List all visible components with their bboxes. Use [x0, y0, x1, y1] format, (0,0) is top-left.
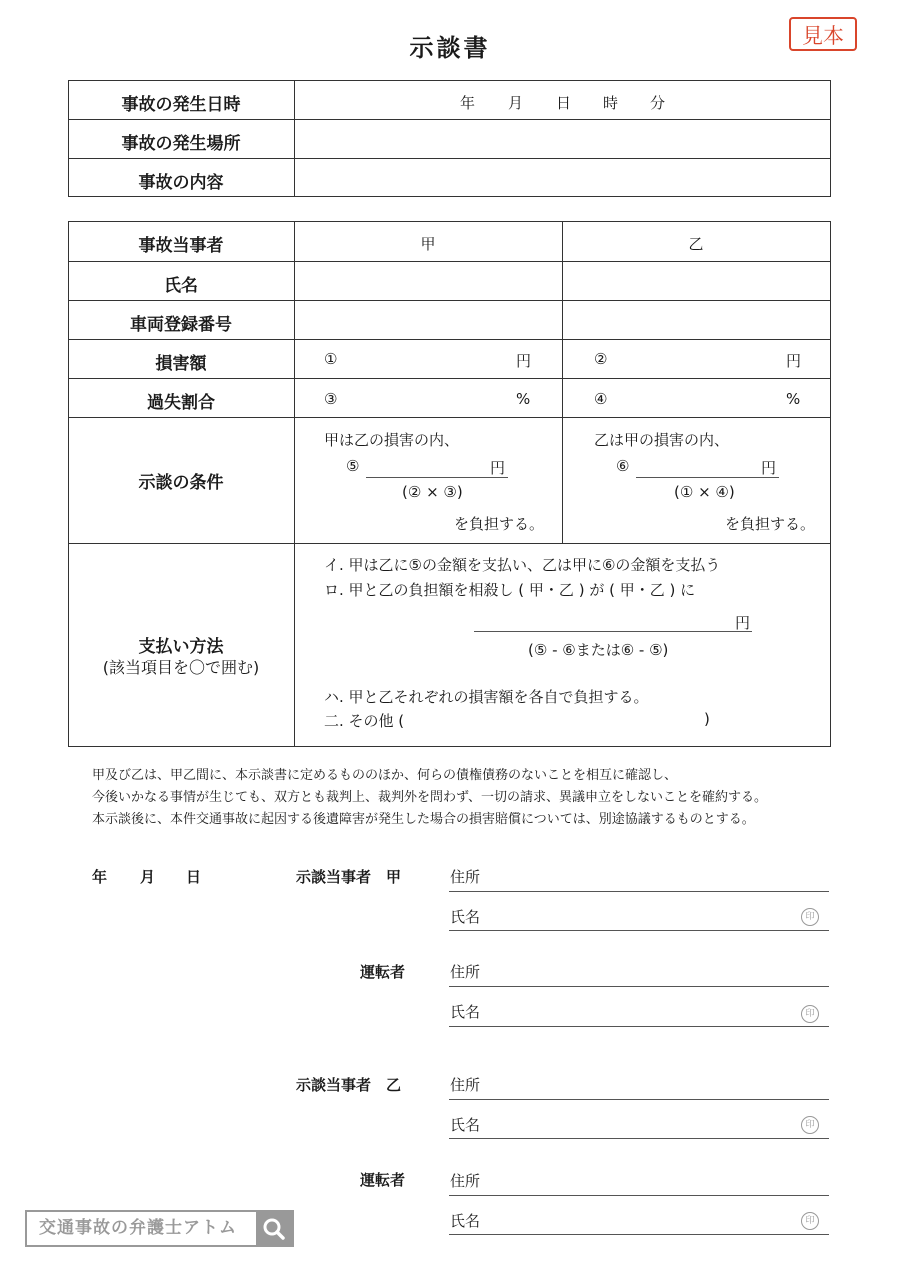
payment-sublabel: (該当項目を〇で囲む) [102, 658, 260, 677]
condition-a-bear: を負担する。 [454, 515, 545, 533]
payment-option-i: イ. 甲は乙に⑤の金額を支払い、乙は甲に⑥の金額を支払う [324, 556, 721, 574]
party-a-address-label: 住所 [450, 868, 481, 886]
condition-a-number: ⑤ [346, 457, 360, 475]
date-unit-minute: 分 [650, 94, 666, 112]
party-b-driver-seal: 印 [801, 1212, 819, 1230]
fault-ratio-label: 過失割合 [147, 393, 215, 413]
name-label: 氏名 [164, 276, 198, 296]
condition-a-intro: 甲は乙の損害の内、 [324, 431, 460, 449]
payment-option-ni-close: ) [704, 710, 710, 728]
divider [294, 221, 295, 747]
payment-option-ha: ハ. 甲と乙それぞれの損害額を各自で負担する。 [324, 688, 649, 706]
clause-line: 本示談後に、本件交通事故に起因する後遺障害が発生した場合の損害賠償については、別途協議するものとする。 [92, 812, 755, 827]
date-unit-day: 日 [556, 94, 572, 112]
party-b-name-label: 氏名 [450, 1116, 481, 1134]
party-b-address-line[interactable] [449, 1099, 829, 1100]
condition-b-yen: 円 [761, 459, 777, 477]
brand-search-box[interactable] [25, 1210, 294, 1247]
accident-date-label: 事故の発生日時 [121, 95, 241, 115]
fault-a-unit: % [516, 390, 531, 408]
payment-option-ro: ロ. 甲と乙の負担額を相殺し ( 甲・乙 ) が ( 甲・乙 ) に [324, 581, 696, 599]
party-a-name-label: 氏名 [450, 908, 481, 926]
fault-b-number: ④ [594, 390, 608, 408]
clause-line: 今後いかなる事情が生じても、双方とも裁判上、裁判外を問わず、一切の請求、異議申立をしないことを確約する。 [92, 790, 767, 805]
clause-text [92, 765, 767, 831]
party-b-driver-name-line[interactable] [449, 1234, 829, 1235]
party-b-header: 乙 [688, 235, 704, 253]
search-icon [256, 1212, 292, 1245]
condition-a-line [366, 477, 508, 478]
condition-b-number: ⑥ [616, 457, 630, 475]
condition-b-bear: を負担する。 [725, 515, 816, 533]
payment-option-ni: 二. その他 ( [324, 712, 405, 730]
payment-formula: (⑤ - ⑥または⑥ - ⑤) [528, 641, 669, 659]
accident-place-label: 事故の発生場所 [121, 134, 241, 154]
divider [68, 119, 831, 120]
condition-b-formula: (① × ④) [674, 483, 735, 501]
party-a-header: 甲 [420, 235, 436, 253]
payment-amount-line [474, 631, 752, 632]
party-b-driver-label: 運転者 [360, 1171, 406, 1189]
party-b-name-line[interactable] [449, 1138, 829, 1139]
clause-line: 甲及び乙は、甲乙間に、本示談書に定めるもののほか、何らの債権債務のないことを相互に確認し、 [92, 768, 678, 783]
divider [294, 80, 295, 197]
sample-stamp: 見本 [789, 17, 857, 51]
brand-text: 交通事故の弁護士アトム [39, 1218, 237, 1238]
date-unit-hour: 時 [603, 94, 619, 112]
date-unit-year: 年 [460, 94, 476, 112]
divider [68, 339, 831, 340]
accident-content-label: 事故の内容 [138, 173, 224, 193]
parties-label: 事故当事者 [138, 236, 224, 256]
condition-a-yen: 円 [490, 459, 506, 477]
fault-a-number: ③ [324, 390, 338, 408]
divider [68, 261, 831, 262]
party-b-driver-address-label: 住所 [450, 1172, 481, 1190]
damage-label: 損害額 [155, 354, 207, 374]
damage-a-number: ① [324, 350, 338, 368]
divider [68, 158, 831, 159]
signature-month: 月 [140, 868, 156, 886]
party-a-address-line[interactable] [449, 891, 829, 892]
divider [68, 378, 831, 379]
party-a-driver-seal: 印 [801, 1005, 819, 1023]
conditions-label: 示談の条件 [138, 473, 224, 493]
party-a-driver-label: 運転者 [360, 963, 406, 981]
signature-year: 年 [92, 868, 108, 886]
party-a-driver-name-label: 氏名 [450, 1003, 481, 1021]
party-a-driver-name-line[interactable] [449, 1026, 829, 1027]
date-unit-month: 月 [508, 94, 524, 112]
party-a-driver-address-line[interactable] [449, 986, 829, 987]
divider [68, 300, 831, 301]
party-a-signer-label: 示談当事者 甲 [296, 868, 402, 886]
damage-a-unit: 円 [516, 352, 532, 370]
condition-a-formula: (② × ③) [402, 483, 463, 501]
signature-day: 日 [186, 868, 202, 886]
payment-yen: 円 [735, 614, 751, 632]
damage-b-number: ② [594, 350, 608, 368]
party-b-signer-label: 示談当事者 乙 [296, 1076, 402, 1094]
party-a-seal: 印 [801, 908, 819, 926]
fault-b-unit: % [786, 390, 801, 408]
damage-b-unit: 円 [786, 352, 802, 370]
condition-b-intro: 乙は甲の損害の内、 [594, 431, 730, 449]
party-b-driver-address-line[interactable] [449, 1195, 829, 1196]
divider [562, 221, 563, 543]
divider [68, 417, 831, 418]
document-title: 示談書 [409, 34, 491, 62]
party-b-seal: 印 [801, 1116, 819, 1134]
condition-b-line [636, 477, 779, 478]
party-a-driver-address-label: 住所 [450, 963, 481, 981]
search-button[interactable] [256, 1212, 292, 1245]
party-b-address-label: 住所 [450, 1076, 481, 1094]
divider [68, 543, 831, 544]
party-b-driver-name-label: 氏名 [450, 1212, 481, 1230]
vehicle-label: 車両登録番号 [130, 315, 232, 335]
payment-label: 支払い方法 [138, 637, 224, 657]
party-a-name-line[interactable] [449, 930, 829, 931]
